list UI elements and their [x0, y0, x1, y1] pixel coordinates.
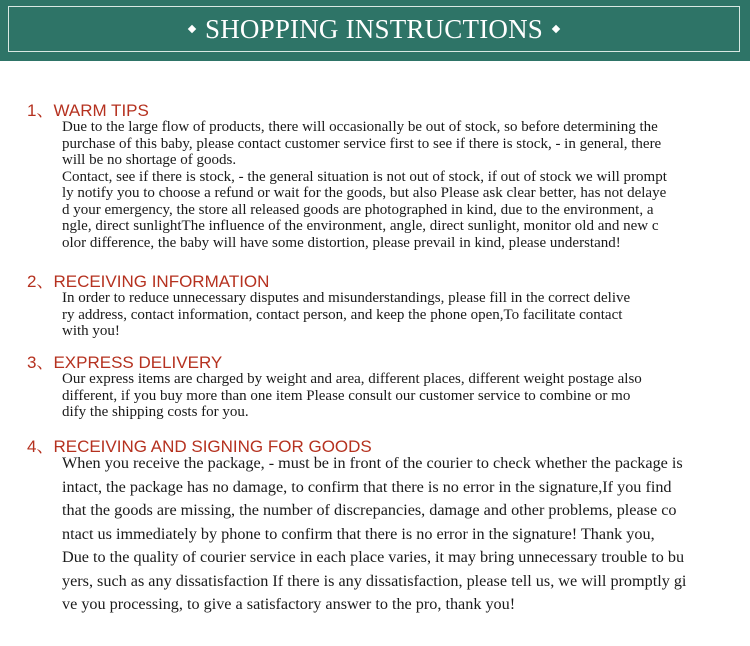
text-line: ve you processing, to give a satisfactory answer to the pro, thank you!	[62, 595, 516, 613]
diamond-left-icon	[188, 25, 196, 33]
banner-frame	[8, 6, 740, 52]
text-line: In order to reduce unnecessary disputes and misunderstandings, please fill in the correct delive	[62, 290, 631, 306]
text-line: purchase of this baby, please contact customer service first to see if there is stock, - in general, there	[62, 135, 662, 152]
text-line: with you!	[62, 323, 120, 339]
diamond-right-icon	[552, 25, 560, 33]
text-line: Due to the large flow of products, there will occasionally be out of stock, so before determining the	[62, 119, 658, 135]
text-line: Our express items are charged by weight and area, different places, different weight postage also	[62, 371, 642, 387]
text-line: dify the shipping costs for you.	[62, 404, 249, 420]
section-heading-warm-tips: 1、WARM TIPS	[27, 101, 149, 120]
text-line: d your emergency, the store all released goods are photographed in kind, due to the environment, a	[62, 201, 654, 218]
text-line: olor difference, the baby will have some distortion, please prevail in kind, please understand!	[62, 234, 621, 251]
text-line: intact, the package has no damage, to confirm that there is no error in the signature,If you find	[62, 477, 672, 496]
text-line: that the goods are missing, the number of discrepancies, damage and other problems, please co	[62, 501, 677, 519]
text-line: ly notify you to choose a refund or wait for the goods, but also Please ask clear better, has not delaye	[62, 185, 667, 201]
text-line: Due to the quality of courier service in each place varies, it may bring unnecessary trouble to bu	[62, 548, 685, 566]
section-heading-receiving-information: 2、RECEIVING INFORMATION	[27, 272, 270, 291]
section-body-receiving-signing	[62, 452, 724, 617]
page-title: SHOPPING INSTRUCTIONS	[205, 13, 543, 44]
text-line: Contact, see if there is stock, - the general situation is not out of stock, if out of stock we will prompt	[62, 168, 667, 185]
header-banner	[0, 0, 750, 61]
section-body-express-delivery	[62, 371, 724, 421]
banner-title-group	[187, 14, 561, 45]
text-line: different, if you buy more than one item Please consult our customer service to combine or mo	[62, 387, 631, 404]
text-line: When you receive the package, - must be in front of the courier to check whether the package is	[62, 454, 683, 472]
text-line: ry address, contact information, contact person, and keep the phone open,To facilitate contact	[62, 306, 623, 323]
text-line: yers, such as any dissatisfaction If there is any dissatisfaction, please tell us, we will promptly gi	[62, 571, 687, 590]
text-line: will be no shortage of goods.	[62, 152, 237, 168]
section-body-warm-tips	[62, 119, 724, 251]
section-body-receiving-information	[62, 290, 724, 340]
section-heading-receiving-signing: 4、RECEIVING AND SIGNING FOR GOODS	[27, 437, 372, 456]
text-line: ntact us immediately by phone to confirm that there is no error in the signature! Thank you,	[62, 524, 655, 543]
text-line: ngle, direct sunlightThe influence of the environment, angle, direct sunlight, monitor old and new c	[62, 218, 659, 234]
section-heading-express-delivery: 3、EXPRESS DELIVERY	[27, 353, 223, 372]
